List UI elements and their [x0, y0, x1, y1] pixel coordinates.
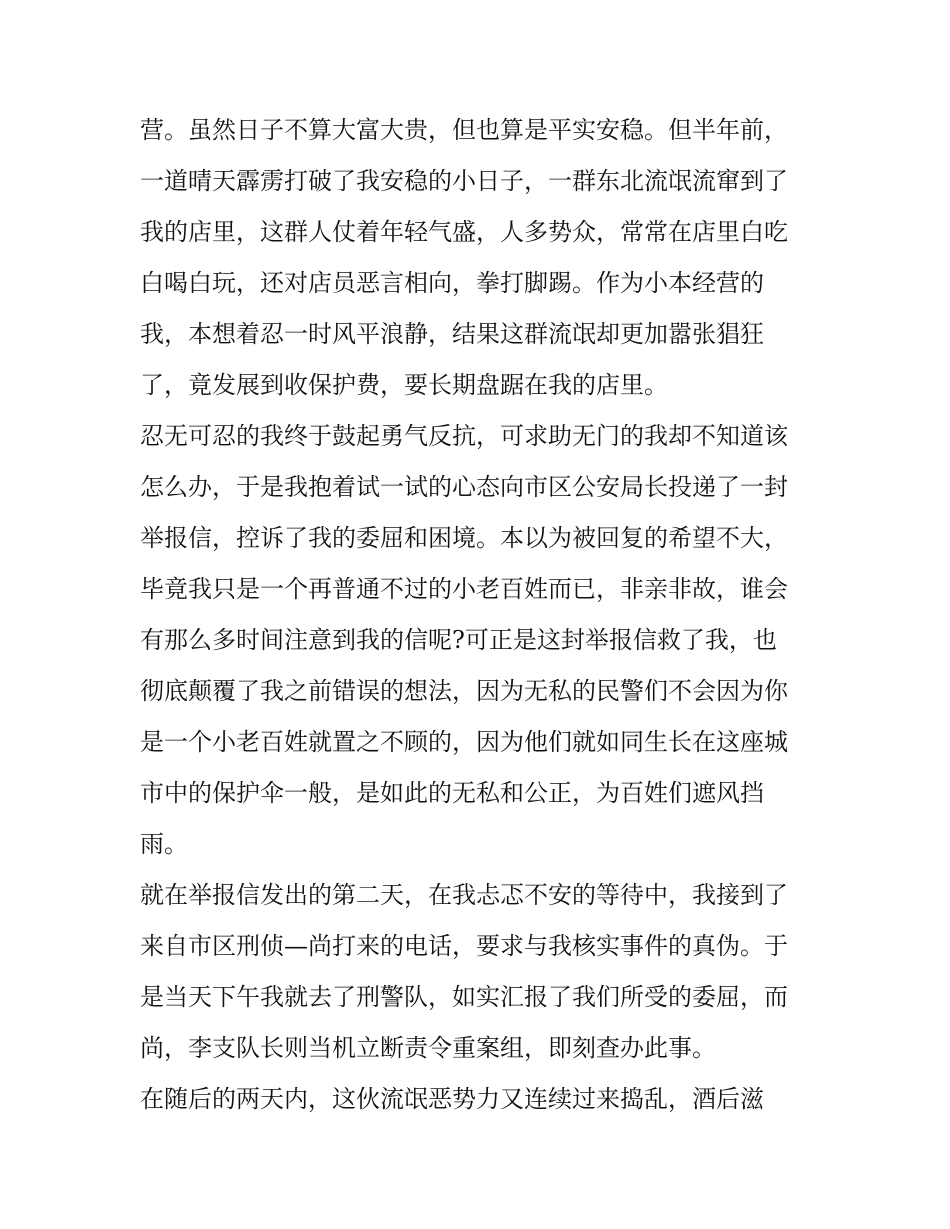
text-line: 营。虽然日子不算大富大贵，但也算是平实安稳。但半年前，	[140, 116, 788, 144]
text-line: 在随后的两天内，这伙流氓恶势力又连续过来捣乱，酒后滋	[140, 1085, 764, 1113]
text-line: 举报信，控诉了我的委屈和困境。本以为被回复的希望不大，	[140, 524, 788, 552]
text-line: 我的店里，这群人仗着年轻气盛，人多势众，常常在店里白吃	[140, 218, 788, 246]
text-line: 彻底颠覆了我之前错误的想法，因为无私的民警们不会因为你	[140, 677, 788, 705]
text-line: 是一个小老百姓就置之不顾的，因为他们就如同生长在这座城	[140, 728, 788, 756]
text-line: 是当天下午我就去了刑警队，如实汇报了我们所受的委屈，而	[140, 983, 788, 1011]
text-line: 一道晴天霹雳打破了我安稳的小日子，一群东北流氓流窜到了	[140, 167, 788, 195]
body-text	[140, 105, 820, 1125]
text-line: 有那么多时间注意到我的信呢?可正是这封举报信救了我，也	[140, 626, 777, 654]
text-line: 尚，李支队长则当机立断责令重案组，即刻查办此事。	[140, 1034, 716, 1062]
text-line: 忍无可忍的我终于鼓起勇气反抗，可求助无门的我却不知道该	[140, 422, 788, 450]
text-line: 我，本想着忍一时风平浪静，结果这群流氓却更加嚣张猖狂	[140, 320, 764, 348]
text-line: 毕竟我只是一个再普通不过的小老百姓而已，非亲非故，谁会	[140, 575, 788, 603]
text-line: 白喝白玩，还对店员恶言相向，拳打脚踢。作为小本经营的	[140, 269, 764, 297]
text-line: 市中的保护伞一般，是如此的无私和公正，为百姓们遮风挡	[140, 779, 764, 807]
text-line: 怎么办，于是我抱着试一试的心态向市区公安局长投递了一封	[140, 473, 788, 501]
text-line: 雨。	[140, 830, 188, 858]
text-line: 就在举报信发出的第二天，在我忐忑不安的等待中，我接到了	[140, 881, 788, 909]
text-line: 了，竟发展到收保护费，要长期盘踞在我的店里。	[140, 371, 668, 399]
text-line: 来自市区刑侦—尚打来的电话，要求与我核实事件的真伪。于	[140, 932, 788, 960]
